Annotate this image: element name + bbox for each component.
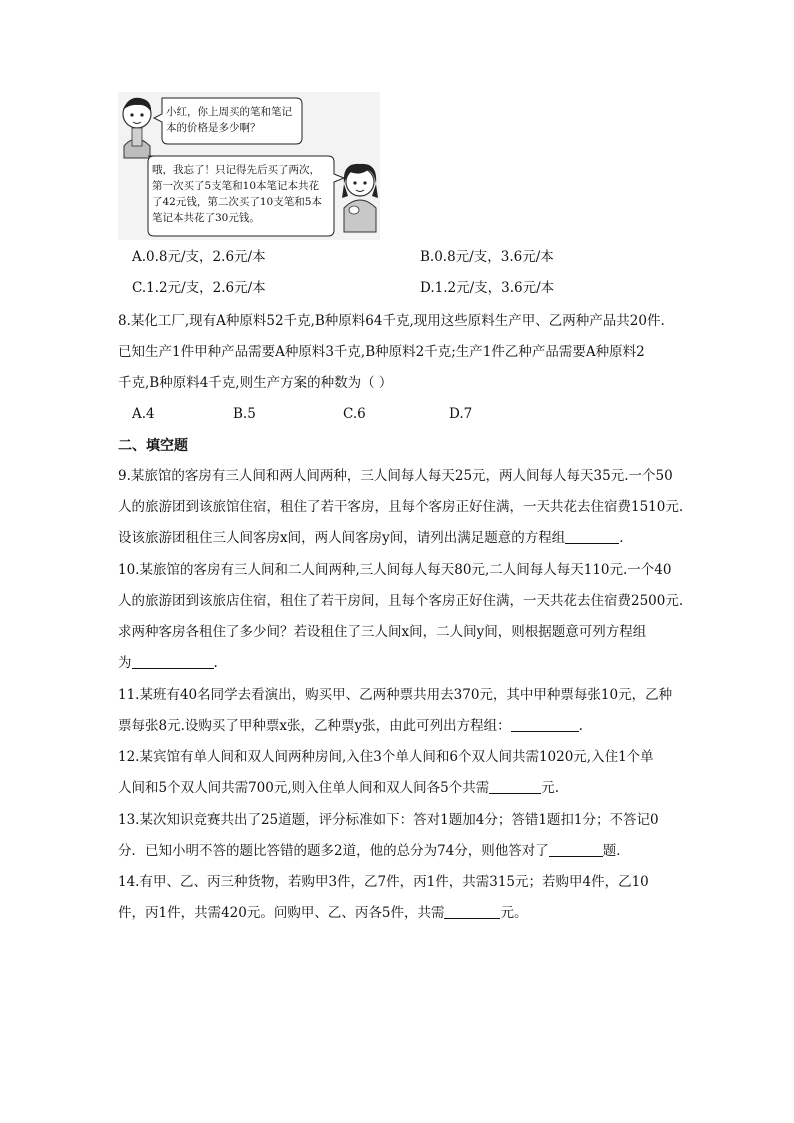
q7-option-a: A.0.8元/支，2.6元/本 bbox=[132, 249, 266, 265]
q11-line-1: 11.某班有40名同学去看演出，购买甲、乙两种票共用去370元，其中甲种票每张10元，乙种 bbox=[118, 687, 673, 703]
q8-line-3: 千克,B种原料4千克,则生产方案的种数为（ ） bbox=[118, 375, 393, 391]
q10-line-3: 求两种客房各租住了多少间？若设租住了三人间x间，二人间y间，则根据题意可列方程组 bbox=[118, 624, 647, 640]
speech-bubble-boy: 小红，你上周买的笔和笔记本的价格是多少啊？ bbox=[166, 106, 292, 134]
q14-line-1: 14.有甲、乙、丙三种货物，若购甲3件，乙7件，丙1件，共需315元；若购甲4件，乙10 bbox=[118, 874, 649, 890]
q10-line-2: 人的旅游团到该旅店住宿，租住了若干房间，且每个客房正好住满，一天共花去住宿费2500元. bbox=[118, 593, 684, 609]
q9-answer-blank[interactable] bbox=[565, 529, 619, 544]
q9-line-2: 人的旅游团到该旅馆住宿，租住了若干客房，且每个客房正好住满，一天共花去住宿费1510元. bbox=[118, 499, 684, 515]
q7-option-d: D.1.2元/支，3.6元/本 bbox=[420, 280, 555, 296]
q13-line-2-end: 题． bbox=[602, 843, 630, 859]
q10-line-4 bbox=[118, 653, 218, 673]
q12-line-2 bbox=[118, 778, 559, 798]
q8-option-b: B.5 bbox=[233, 406, 256, 422]
q10-answer-blank[interactable] bbox=[132, 654, 214, 669]
q10-line-4-end: . bbox=[213, 655, 218, 671]
q12-line-2-text: 人间和5个双人间共需700元,则入住单人间和双人间各5个共需 bbox=[118, 780, 490, 796]
q13-line-1: 13.某次知识竞赛共出了25道题，评分标准如下：答对1题加4分；答错1题扣1分；不答记0 bbox=[118, 812, 659, 828]
q13-line-2 bbox=[118, 841, 630, 861]
q13-answer-blank[interactable] bbox=[549, 842, 603, 857]
q8-option-c: C.6 bbox=[343, 406, 366, 422]
q9-line-3 bbox=[118, 528, 624, 548]
q9-line-3-end: . bbox=[619, 530, 624, 546]
q7-option-c: C.1.2元/支，2.6元/本 bbox=[132, 280, 266, 296]
q12-line-2-end: 元. bbox=[541, 780, 560, 796]
cartoon-illustration bbox=[118, 92, 380, 240]
section-title-fill-in: 二、填空题 bbox=[118, 438, 188, 454]
q14-line-2-text: 件，丙1件，共需420元。问购甲、乙、丙各5件，共需 bbox=[118, 905, 445, 921]
q13-line-2-text: 分．已知小明不答的题比答错的题多2道，他的总分为74分，则他答对了 bbox=[118, 843, 549, 859]
q12-answer-blank[interactable] bbox=[489, 779, 541, 794]
q7-option-b: B.0.8元/支，3.6元/本 bbox=[420, 249, 554, 265]
q11-line-2-end: . bbox=[578, 718, 583, 734]
q8-option-d: D.7 bbox=[449, 406, 473, 422]
q9-line-1: 9.某旅馆的客房有三人间和两人间两种，三人间每人每天25元，两人间每人每天35元.一个50 bbox=[118, 468, 673, 484]
q14-line-2-end: 元。 bbox=[500, 905, 528, 921]
q10-line-1: 10.某旅馆的客房有三人间和二人间两种,三人间每人每天80元,二人间每人每天110元.一个40 bbox=[118, 562, 672, 578]
q14-line-2 bbox=[118, 903, 527, 923]
q14-answer-blank[interactable] bbox=[444, 904, 500, 919]
q11-answer-blank[interactable] bbox=[511, 717, 579, 732]
q8-line-2: 已知生产1件甲种产品需要A种原料3千克,B种原料2千克;生产1件乙种产品需要A种原料2 bbox=[118, 344, 645, 360]
speech-bubble-girl: 哦，我忘了！只记得先后买了两次，第一次买了5支笔和10本笔记本共花了42元钱，第二次买了10支笔和5本笔记本共花了30元钱。 bbox=[152, 164, 322, 224]
q12-line-1: 12.某宾馆有单人间和双人间两种房间,入住3个单人间和6个双人间共需1020元,入住1个单 bbox=[118, 749, 654, 765]
q8-line-1: 8.某化工厂,现有A种原料52千克,B种原料64千克,现用这些原料生产甲、乙两种产品共20件. bbox=[118, 313, 665, 329]
q9-line-3-text: 设该旅游团租住三人间客房x间，两人间客房y间，请列出满足题意的方程组 bbox=[118, 530, 566, 546]
q11-line-2-text: 票每张8元.设购买了甲种票x张，乙种票y张，由此可列出方程组： bbox=[118, 718, 511, 734]
q11-line-2 bbox=[118, 716, 583, 736]
q8-option-a: A.4 bbox=[132, 406, 155, 422]
q10-line-4-text: 为 bbox=[118, 655, 132, 671]
